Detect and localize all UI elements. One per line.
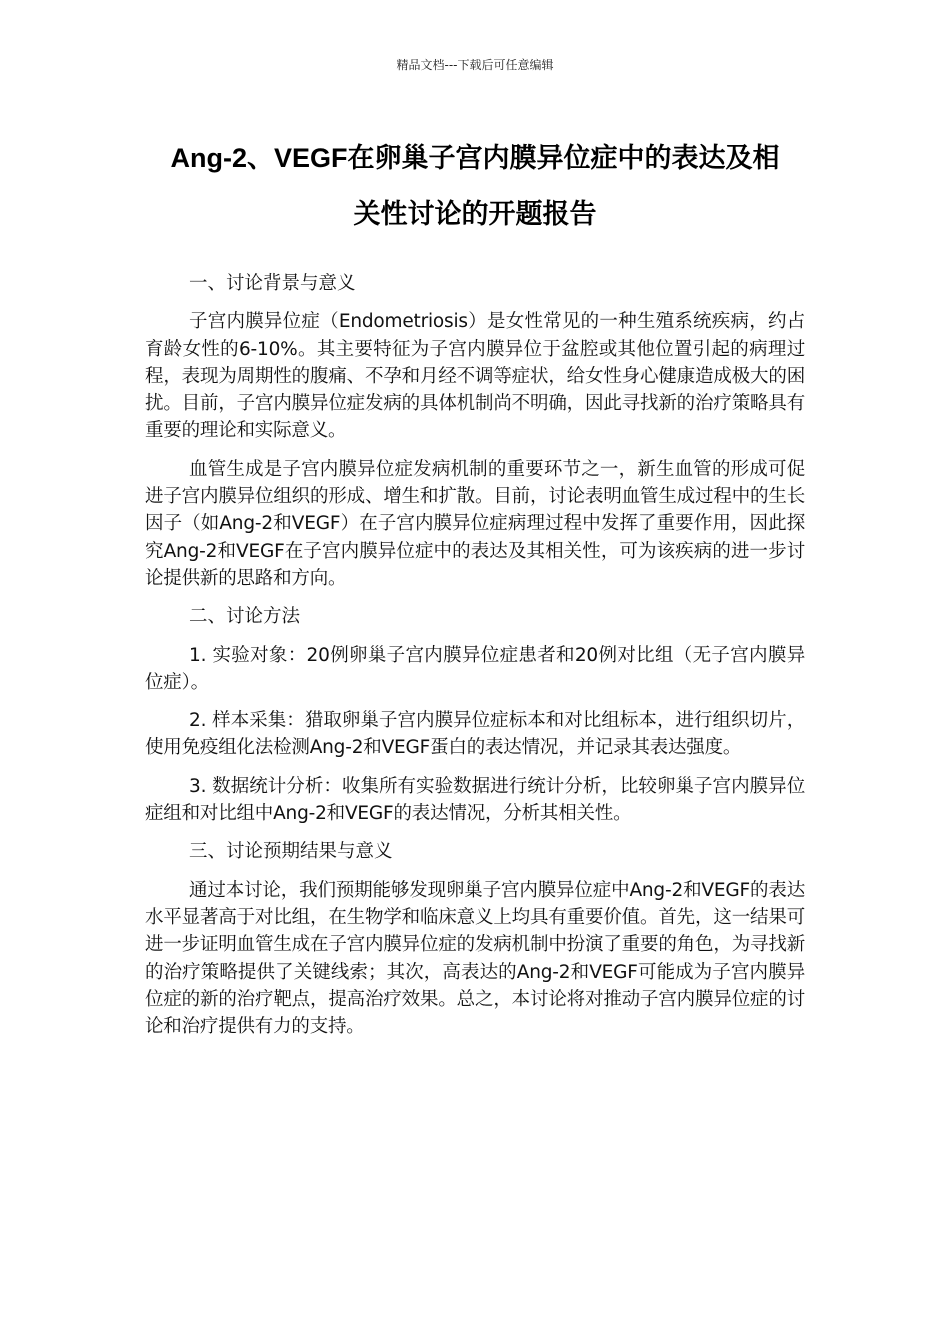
paragraph-background-2: 血管生成是子宫内膜异位症发病机制的重要环节之一，新生血管的形成可促进子宫内膜异位组织的形成、增生和扩散。目前，讨论表明血管生成过程中的生长因子（如Ang-2和VEGF）在子宫内膜异位症病理过程中发挥了重要作用，因此探究Ang-2和VEGF在子宫内膜异位症中的表达及其相关性，可为该疾病的进一步讨论提供新的思路和方向。 [145, 458, 805, 589]
document-title-line-2: 关性讨论的开题报告 [353, 199, 597, 229]
paragraph-background-1: 子宫内膜异位症（Endometriosis）是女性常见的一种生殖系统疾病，约占育龄女性的6-10%。其主要特征为子宫内膜异位于盆腔或其他位置引起的病理过程，表现为周期性的腹痛、不孕和月经不调等症状，给女性身心健康造成极大的困扰。目前，子宫内膜异位症发病的具体机制尚不明确，因此寻找新的治疗策略具有重要的理论和实际意义。 [145, 311, 805, 442]
methods-item-3: 3. 数据统计分析：收集所有实验数据进行统计分析，比较卵巢子宫内膜异位症组和对比组中Ang-2和VEGF的表达情况，分析其相关性。 [145, 775, 805, 825]
document-title [120, 130, 830, 242]
methods-item-1: 1. 实验对象：20例卵巢子宫内膜异位症患者和20例对比组（无子宫内膜异位症）。 [145, 644, 805, 693]
section-heading-methods: 二、讨论方法 [189, 606, 301, 628]
paragraph-results-1: 通过本讨论，我们预期能够发现卵巢子宫内膜异位症中Ang-2和VEGF的表达水平显著高于对比组，在生物学和临床意义上均具有重要价值。首先，这一结果可进一步证明血管生成在子宫内膜异位症的发病机制中扮演了重要的角色，为寻找新的治疗策略提供了关键线索；其次，高表达的Ang-2和VEGF可能成为子宫内膜异位症的新的治疗靶点，提高治疗效果。总之，本讨论将对推动子宫内膜异位症的讨论和治疗提供有力的支持。 [145, 879, 805, 1038]
document-body [145, 270, 805, 1051]
page-header-note: 精品文档---下载后可任意编辑 [396, 58, 554, 72]
section-heading-background: 一、讨论背景与意义 [189, 273, 356, 294]
methods-item-2: 2. 样本采集：猎取卵巢子宫内膜异位症标本和对比组标本，进行组织切片，使用免疫组化法检测Ang-2和VEGF蛋白的表达情况，并记录其表达强度。 [145, 710, 805, 759]
document-title-line-1: Ang-2、VEGF在卵巢子宫内膜异位症中的表达及相 [170, 143, 780, 173]
section-heading-results: 三、讨论预期结果与意义 [189, 841, 393, 863]
